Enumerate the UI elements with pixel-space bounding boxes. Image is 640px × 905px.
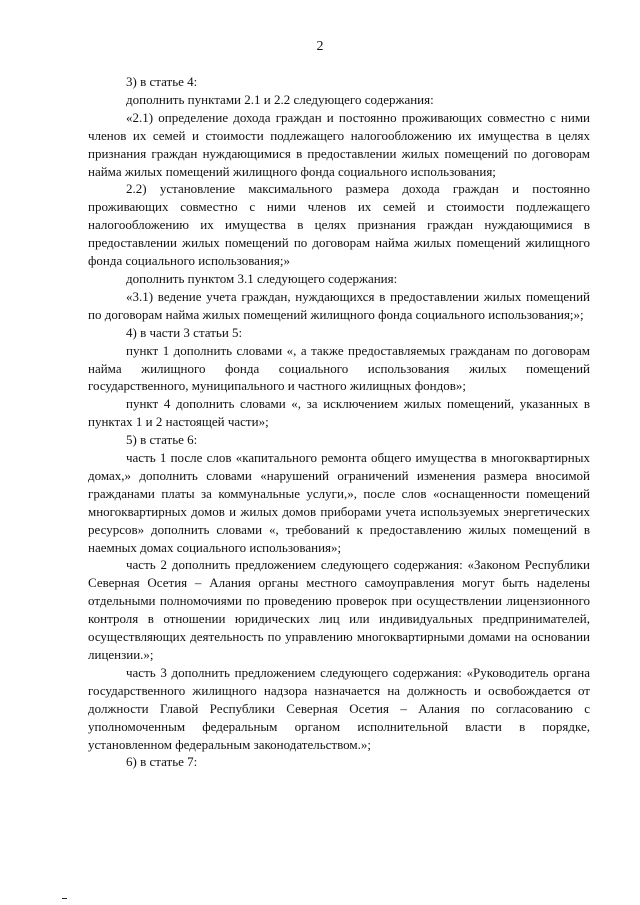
paragraph: часть 1 после слов «капитального ремонта общего имущества в многоквартирных домах,» дополнить словами «нарушений ограничений изменения размера вносимой гражданами платы за коммунальные услуги,», после слов «оснащенности помещений многоквартирных домов и жилых домов приборами учета используемых энергетических ресурсов» дополнить словами «, требований к предоставлению жилых помещений в наемных домах социального использования»; xyxy=(88,450,590,555)
paragraph: пункт 4 дополнить словами «, за исключением жилых помещений, указанных в пунктах 1 и 2 настоящей части»; xyxy=(88,396,590,430)
page-number: 2 xyxy=(316,39,324,54)
paragraph: часть 2 дополнить предложением следующего содержания: «Законом Республики Северная Осетия – Алания органы местного самоуправления могут быть наделены отдельными полномочиями по проведению проверок при осуществлении лицензионного контроля в отношении юридических лиц или индивидуальных предпринимателей, осуществляющих деятельность по управлению многоквартирными домами на основании лицензии.»; xyxy=(88,557,590,662)
paragraph: дополнить пунктами 2.1 и 2.2 следующего содержания: xyxy=(126,91,434,107)
paragraph: «2.1) определение дохода граждан и постоянно проживающих совместно с ними членов их семей и стоимости подлежащего налогообложению их имущества в целях признания граждан нуждающимися в предоставлении жилых помещений по договорам найма жилых помещений жилищного фонда социального использования; xyxy=(88,109,590,179)
scan-mark xyxy=(62,898,67,899)
document-body xyxy=(88,73,590,771)
paragraph: дополнить пунктом 3.1 следующего содержания: xyxy=(126,270,398,286)
paragraph: пункт 1 дополнить словами «, а также предоставляемых гражданам по договорам найма жилищного фонда социального использования жилых помещений государственного, муниципального и частного жилищных фондов»; xyxy=(88,342,590,394)
paragraph: 3) в статье 4: xyxy=(126,74,198,89)
paragraph: «3.1) ведение учета граждан, нуждающихся в предоставлении жилых помещений по договорам найма жилых помещений жилищного фонда социального использования;»; xyxy=(88,288,590,322)
paragraph: часть 3 дополнить предложением следующего содержания: «Руководитель органа государственного жилищного надзора назначается на должность и освобождается от должности Главой Республики Северная Осетия – Алания по согласованию с уполномоченным федеральным органом исполнительной власти в порядке, установленном федеральным законодательством.»; xyxy=(88,664,590,752)
paragraph: 2.2) установление максимального размера дохода граждан и постоянно проживающих совместно с ними членов их семей и стоимости подлежащего налогообложению их имущества в целях признания граждан нуждающимися в предоставлении жилых помещений по договорам найма жилых помещений жилищного фонда социального использования;» xyxy=(88,181,590,269)
paragraph: 4) в части 3 статьи 5: xyxy=(126,324,243,340)
paragraph: 5) в статье 6: xyxy=(126,432,198,448)
paragraph: 6) в статье 7: xyxy=(126,754,198,770)
